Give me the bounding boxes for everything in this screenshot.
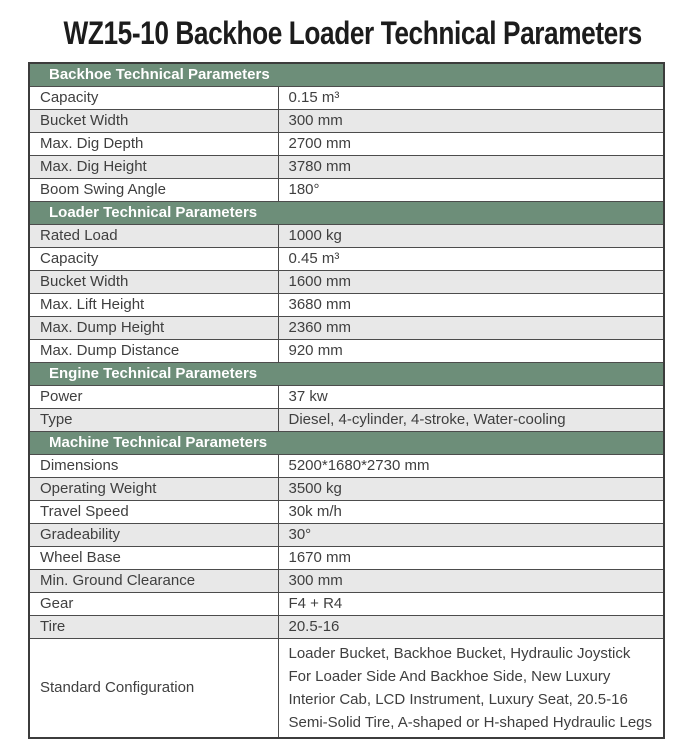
table-row (29, 156, 664, 179)
section-header-row (29, 63, 664, 87)
param-label: Max. Dump Height (29, 317, 278, 340)
spec-table-body (29, 63, 664, 738)
section-header-row (29, 432, 664, 455)
page-title (0, 14, 682, 52)
param-value: 0.15 m³ (278, 87, 664, 110)
table-row (29, 593, 664, 616)
param-value: 2360 mm (278, 317, 664, 340)
table-row (29, 133, 664, 156)
param-value: 3500 kg (278, 478, 664, 501)
table-row (29, 478, 664, 501)
param-value: 180° (278, 179, 664, 202)
param-label: Standard Configuration (29, 639, 278, 739)
section-header-label: Loader Technical Parameters (29, 202, 664, 225)
param-value: 30k m/h (278, 501, 664, 524)
param-value: 2700 mm (278, 133, 664, 156)
table-row (29, 87, 664, 110)
table-row (29, 294, 664, 317)
table-row (29, 455, 664, 478)
param-value: 1600 mm (278, 271, 664, 294)
table-row (29, 110, 664, 133)
param-value: 3680 mm (278, 294, 664, 317)
param-value: 30° (278, 524, 664, 547)
table-row (29, 570, 664, 593)
section-header-row (29, 202, 664, 225)
param-value: F4 + R4 (278, 593, 664, 616)
table-row (29, 179, 664, 202)
section-header-row (29, 363, 664, 386)
spec-table (28, 62, 665, 739)
section-header-label: Engine Technical Parameters (29, 363, 664, 386)
param-value: 0.45 m³ (278, 248, 664, 271)
param-label: Max. Lift Height (29, 294, 278, 317)
table-row (29, 386, 664, 409)
param-label: Boom Swing Angle (29, 179, 278, 202)
table-row (29, 317, 664, 340)
table-row (29, 639, 664, 739)
param-value: 5200*1680*2730 mm (278, 455, 664, 478)
param-value: 3780 mm (278, 156, 664, 179)
table-row (29, 524, 664, 547)
param-label: Wheel Base (29, 547, 278, 570)
param-value: 300 mm (278, 570, 664, 593)
param-value: 1000 kg (278, 225, 664, 248)
param-label: Bucket Width (29, 110, 278, 133)
table-row (29, 547, 664, 570)
param-label: Tire (29, 616, 278, 639)
param-label: Power (29, 386, 278, 409)
param-label: Dimensions (29, 455, 278, 478)
param-value: 300 mm (278, 110, 664, 133)
param-label: Max. Dig Height (29, 156, 278, 179)
param-label: Travel Speed (29, 501, 278, 524)
param-label: Capacity (29, 87, 278, 110)
table-row (29, 248, 664, 271)
section-header-label: Machine Technical Parameters (29, 432, 664, 455)
param-label: Max. Dig Depth (29, 133, 278, 156)
param-label: Rated Load (29, 225, 278, 248)
param-label: Bucket Width (29, 271, 278, 294)
table-row (29, 225, 664, 248)
param-label: Operating Weight (29, 478, 278, 501)
param-value: 20.5-16 (278, 616, 664, 639)
param-value: Loader Bucket, Backhoe Bucket, Hydraulic Joystick For Loader Side And Backhoe Side, New Luxury Interior Cab, LCD Instrument, Luxury Seat, 20.5-16 Semi-Solid Tire, A-shaped or H-shaped Hydraulic Legs (278, 639, 664, 739)
param-label: Gear (29, 593, 278, 616)
table-row (29, 271, 664, 294)
page-title-text: WZ15-10 Backhoe Loader Technical Parameters (63, 15, 642, 51)
table-row (29, 409, 664, 432)
param-label: Gradeability (29, 524, 278, 547)
param-value: Diesel, 4-cylinder, 4-stroke, Water-cooling (278, 409, 664, 432)
section-header-label: Backhoe Technical Parameters (29, 63, 664, 87)
param-label: Max. Dump Distance (29, 340, 278, 363)
param-value: 1670 mm (278, 547, 664, 570)
table-row (29, 616, 664, 639)
table-row (29, 340, 664, 363)
param-value: 920 mm (278, 340, 664, 363)
param-label: Min. Ground Clearance (29, 570, 278, 593)
param-label: Type (29, 409, 278, 432)
param-label: Capacity (29, 248, 278, 271)
table-row (29, 501, 664, 524)
param-value: 37 kw (278, 386, 664, 409)
